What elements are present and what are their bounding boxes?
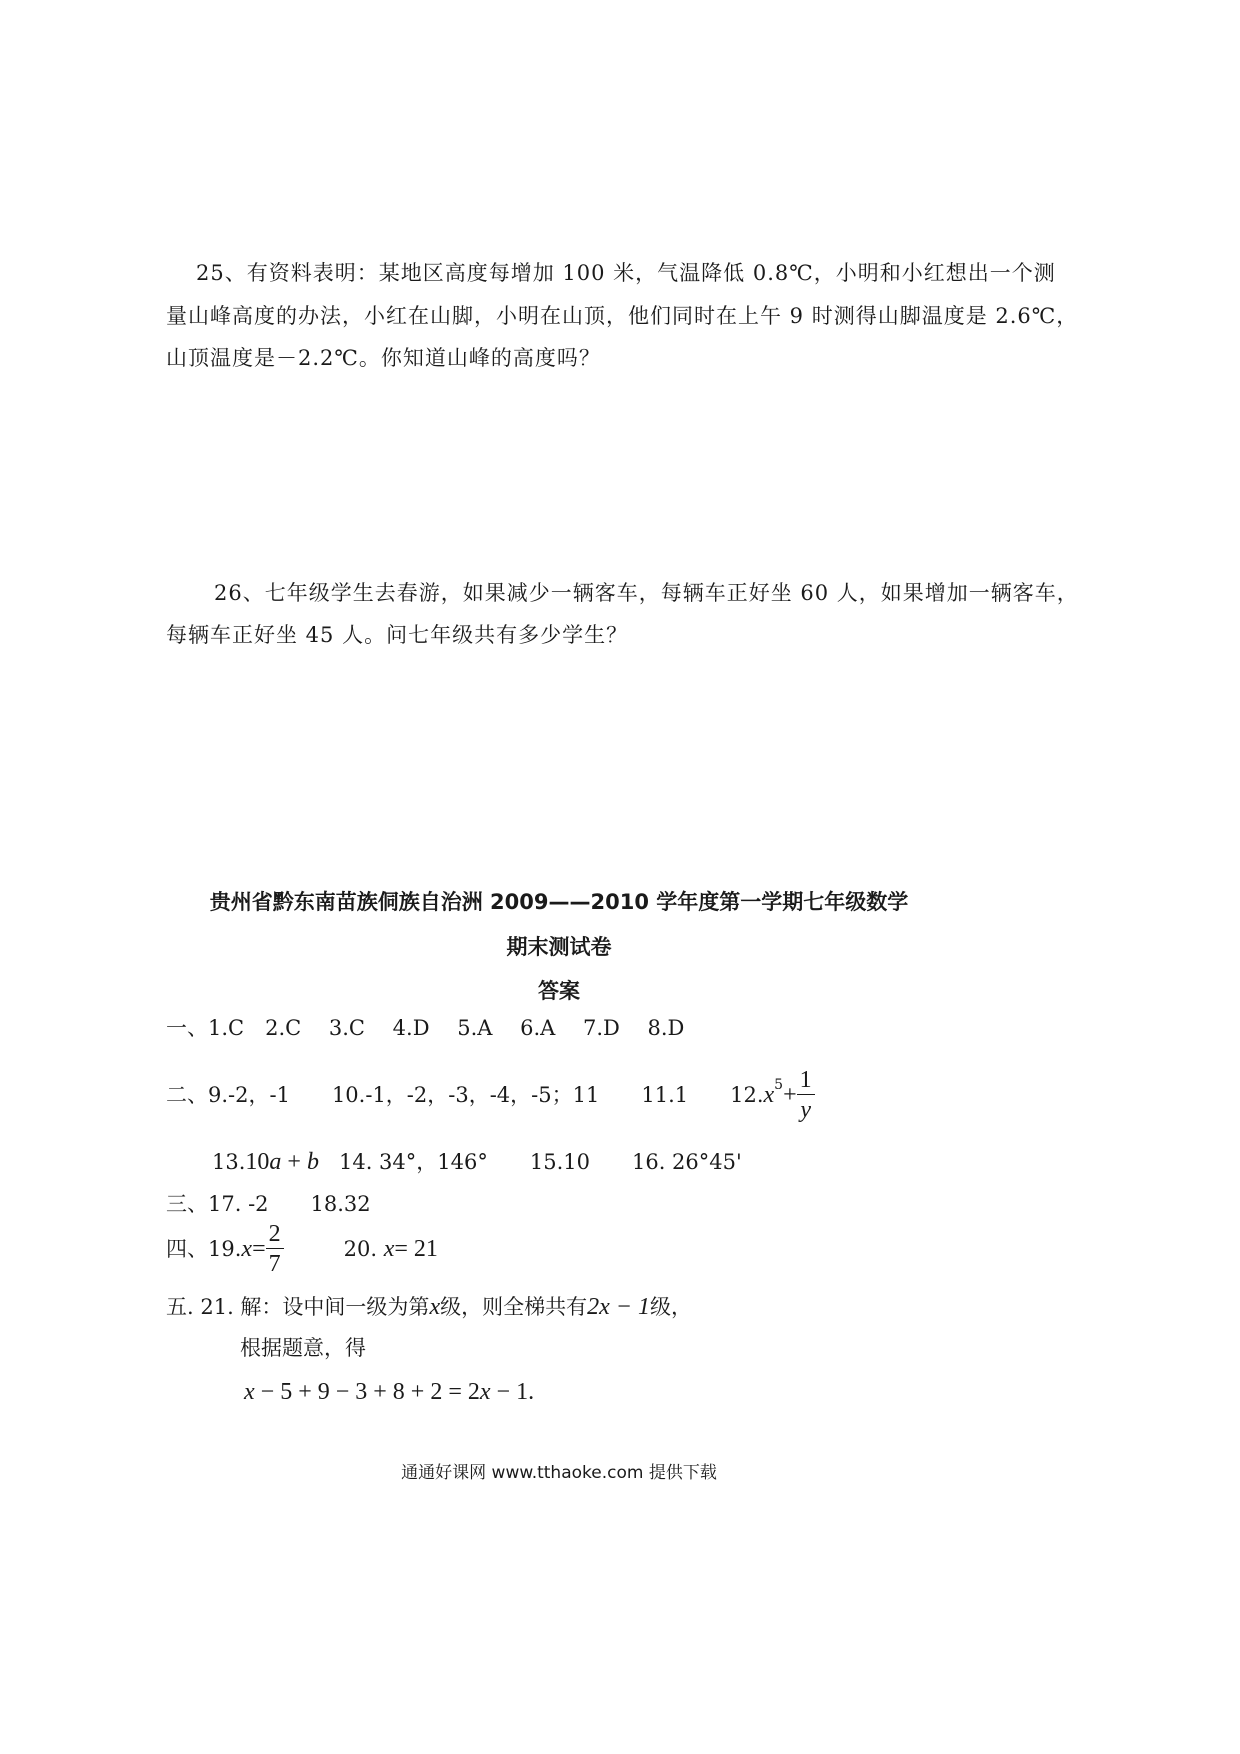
sec5-eq-end: − 1. [490,1379,535,1405]
sec5-end: 级， [649,1295,692,1319]
sec5-expr: 2x − 1 [587,1294,650,1320]
answer-section-1: 一、1.C 2.C 3.C 4.D 5.A 6.A 7.D 8.D [166,1016,685,1040]
answer-section-4 [166,1222,438,1276]
sec5-prefix: 五. 21. 解：设中间一级为第 [166,1295,430,1319]
q14-16-answers: 14. 34°，146° 15.10 16. 26°45' [338,1150,742,1174]
answer-section-3: 三、17. -2 18.32 [166,1192,371,1216]
q13-plus: + [281,1149,307,1175]
q26-line-1: 26、七年级学生去春游，如果减少一辆客车，每辆车正好坐 60 人，如果增加一辆客车， [214,581,1079,605]
sec2-exponent: 5 [774,1077,784,1093]
q20-x: x [383,1236,395,1262]
q25-line-1: 25、有资料表明：某地区高度每增加 100 米，气温降低 0.8℃，小明和小红想出一个测 [196,261,1056,285]
q13-label: 13. [212,1150,246,1174]
page-footer: 通通好课网 www.tthaoke.com 提供下载 [401,1463,717,1483]
sec4-fraction [266,1222,284,1276]
q20-label: 20. [343,1236,378,1261]
sec5-eq-x1: x [244,1379,255,1405]
q13-b: b [306,1149,319,1175]
q20-eq: = 21 [394,1236,438,1262]
sec5-mid: 级，则全梯共有 [440,1295,588,1319]
q25-line-2: 量山峰高度的办法，小红在山脚，小明在山顶，他们同时在上午 9 时测得山脚温度是 2.6℃， [166,304,1079,328]
sec2-plus: + [783,1082,797,1108]
answer-title: 贵州省黔东南苗族侗族自治洲 2009——2010 学年度第一学期七年级数学 [209,890,909,914]
sec2-fraction [797,1068,815,1122]
sec5-eq-x2: x [479,1379,491,1405]
answer-section-2 [166,1068,815,1122]
answer-subtitle: 期末测试卷 [506,935,612,959]
sec5-line-2: 根据题意，得 [240,1336,366,1360]
sec4-x: x [241,1236,253,1262]
sec2-x: x [763,1082,775,1108]
q26-line-2: 每辆车正好坐 45 人。问七年级共有多少学生？ [166,623,629,647]
answer-heading: 答案 [538,979,580,1003]
q13-a: a [269,1149,282,1175]
sec5-x: x [429,1294,441,1320]
q13-coef: 10 [245,1149,270,1175]
sec5-eq-mid: − 5 + 9 − 3 + 8 + 2 = 2 [254,1379,480,1405]
sec4-prefix: 四、19. [166,1236,242,1261]
sec4-frac-num: 2 [266,1222,284,1249]
sec2-frac-den: y [800,1097,811,1123]
sec4-frac-den: 7 [268,1251,281,1277]
sec5-equation [244,1380,534,1404]
q25-line-3: 山顶温度是－2.2℃。你知道山峰的高度吗？ [166,346,601,370]
sec2-prefix: 二、9.-2，-1 10.-1，-2，-3，-4，-5；11 11.1 12. [166,1082,764,1107]
answer-section-5 [166,1295,692,1319]
sec4-eq: = [252,1236,266,1262]
sec2-frac-num: 1 [797,1068,815,1095]
answer-section-2-cont [212,1150,742,1174]
